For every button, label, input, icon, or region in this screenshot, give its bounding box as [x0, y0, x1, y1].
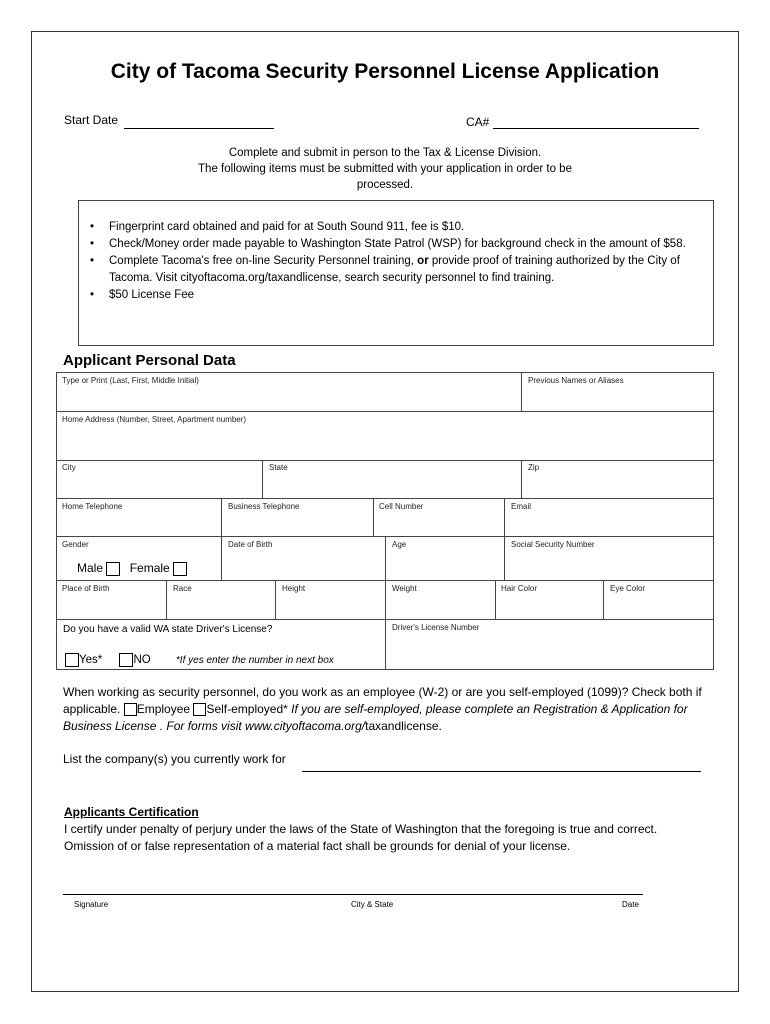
age-label: Age — [392, 540, 407, 549]
date-label: Date — [622, 900, 639, 909]
previous-names-label: Previous Names or Aliases — [528, 376, 624, 385]
employment-paragraph: When working as security personnel, do you work as an employee (W-2) or are you self-employed (1099)? Check both if applicable. Employee Self-employed* If you are self-employed, please complete an Registration & Application for Business License . For forms visit www.cityoftacoma.org/taxandlicense. — [63, 685, 702, 733]
dob-label: Date of Birth — [228, 540, 273, 549]
company-label: List the company(s) you currently work for — [63, 752, 286, 766]
requirement-item: • $50 License Fee — [90, 289, 195, 301]
no-label: NO — [133, 654, 151, 667]
business-phone-label: Business Telephone — [228, 502, 300, 511]
name-label: Type or Print (Last, First, Middle Initial) — [62, 376, 199, 385]
eye-color-label: Eye Color — [610, 584, 646, 593]
cell-label: Cell Number — [379, 502, 424, 511]
self-employed-checkbox[interactable] — [193, 703, 206, 716]
requirement-item: • Complete Tacoma's free on-line Security Personnel training, or provide proof of training authorized by the City of Tacoma. Visit cityoftacoma.org/taxandlicense, search security personnel to find training. — [90, 255, 680, 284]
hair-color-label: Hair Color — [501, 584, 538, 593]
license-question: Do you have a valid WA state Driver's License? — [63, 624, 273, 635]
certification-heading: Applicants Certification — [64, 805, 199, 819]
place-of-birth-label: Place of Birth — [62, 584, 110, 593]
gender-label: Gender — [62, 540, 89, 549]
certification-text: I certify under penalty of perjury under the laws of the State of Washington that the foregoing is true and correct. Omission of or false representation of a material fact shall be grounds for denial of your license. — [64, 822, 658, 853]
yes-label: Yes* — [79, 654, 103, 667]
personal-data-form — [56, 372, 714, 670]
instruction-line: The following items must be submitted with your application in order to be — [198, 163, 572, 175]
signature-label: Signature — [74, 900, 109, 909]
yes-checkbox[interactable] — [65, 653, 79, 667]
male-label: Male — [77, 561, 104, 575]
city-state-label: City & State — [351, 900, 394, 909]
yes-note: *If yes enter the number in next box — [175, 655, 334, 667]
self-employed-label: Self-employed* — [206, 702, 288, 716]
employee-label: Employee — [136, 702, 191, 716]
height-label: Height — [282, 584, 306, 593]
start-date-field[interactable] — [124, 128, 274, 129]
instructions — [0, 145, 770, 193]
start-date-label: Start Date — [64, 113, 119, 127]
requirement-item: • Fingerprint card obtained and paid for at South Sound 911, fee is $10. — [90, 221, 465, 233]
section-title: Applicant Personal Data — [63, 352, 236, 369]
ca-number-label: CA# — [466, 115, 490, 129]
gender-options — [77, 561, 187, 576]
company-field[interactable] — [302, 771, 701, 772]
email-label: Email — [511, 502, 532, 511]
instruction-line: processed. — [356, 179, 414, 191]
requirements-box — [78, 200, 714, 346]
home-address-label: Home Address (Number, Street, Apartment number) — [62, 415, 247, 424]
female-label: Female — [129, 561, 170, 575]
female-checkbox[interactable] — [173, 562, 187, 576]
employee-checkbox[interactable] — [124, 703, 137, 716]
no-checkbox[interactable] — [119, 653, 133, 667]
ca-number-field[interactable] — [493, 128, 699, 129]
instruction-line: Complete and submit in person to the Tax & License Division. — [228, 147, 542, 159]
license-number-label: Driver's License Number — [392, 623, 480, 632]
requirement-item: • Check/Money order made payable to Washington State Patrol (WSP) for background check in the amount of $58. — [90, 238, 686, 250]
weight-label: Weight — [392, 584, 417, 593]
home-phone-label: Home Telephone — [62, 502, 123, 511]
page-title: City of Tacoma Security Personnel License Application — [110, 60, 660, 83]
city-label: City — [62, 463, 76, 472]
zip-label: Zip — [528, 463, 540, 472]
male-checkbox[interactable] — [106, 562, 120, 576]
ssn-label: Social Security Number — [511, 540, 595, 549]
signature-line[interactable] — [63, 894, 643, 895]
race-label: Race — [173, 584, 192, 593]
license-options — [65, 653, 334, 667]
state-label: State — [269, 463, 288, 472]
